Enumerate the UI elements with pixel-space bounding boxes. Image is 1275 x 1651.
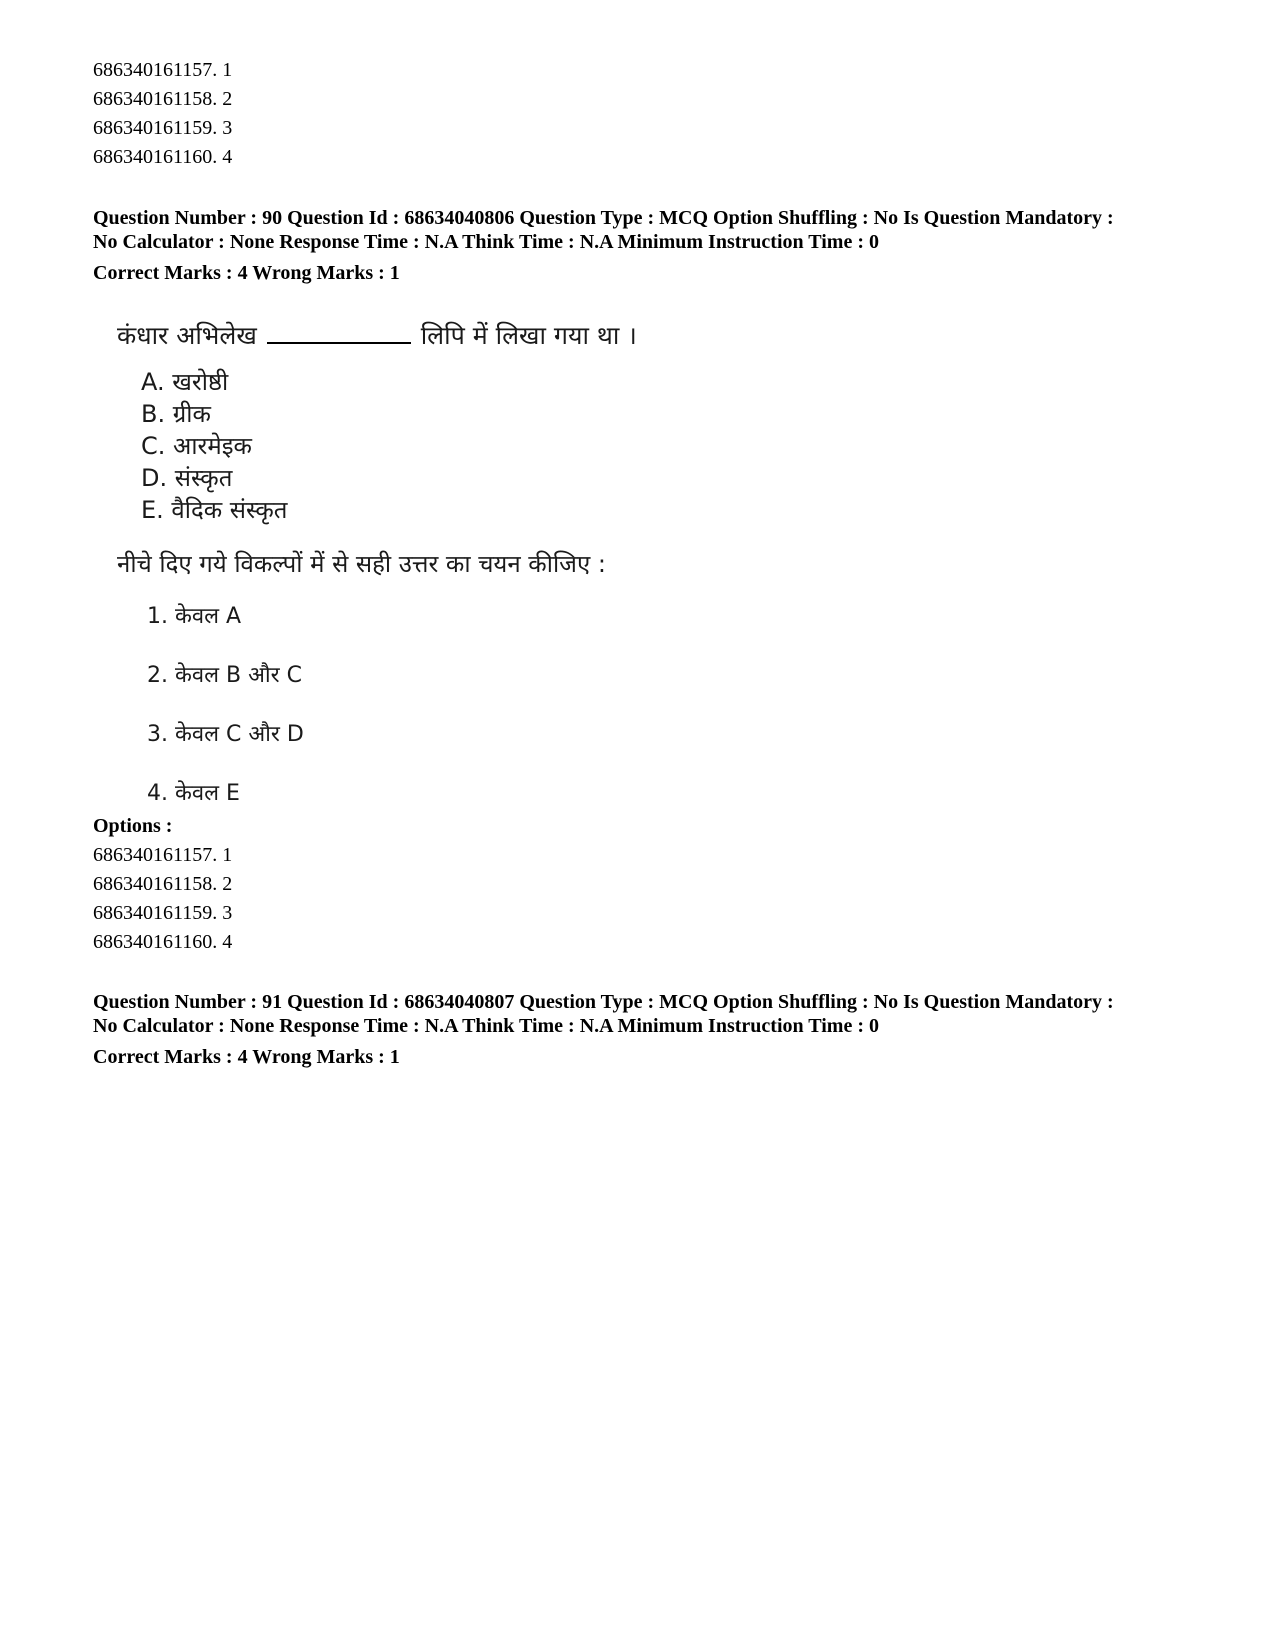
stem-text-before: कंधार अभिलेख	[117, 321, 257, 350]
statement-item: A. खरोष्ठी	[141, 368, 229, 396]
option-line: 686340161158. 2	[93, 873, 233, 895]
answer-choice: 1. केवल A	[147, 604, 242, 629]
statement-item: B. ग्रीक	[141, 400, 211, 428]
question-stem	[117, 318, 637, 354]
question-meta-line-2: No Calculator : None Response Time : N.A Think Time : N.A Minimum Instruction Time : 0	[93, 231, 879, 253]
answer-choice: 3. केवल C और D	[147, 722, 304, 747]
option-line: 686340161160. 4	[93, 931, 233, 953]
question-marks: Correct Marks : 4 Wrong Marks : 1	[93, 1046, 400, 1068]
option-line: 686340161158. 2	[93, 88, 233, 110]
statement-item: D. संस्कृत	[141, 464, 233, 492]
option-line: 686340161157. 1	[93, 59, 233, 81]
question-90-header	[93, 206, 1213, 286]
statement-list	[141, 366, 637, 526]
question-90-content	[117, 318, 637, 838]
option-line: 686340161160. 4	[93, 146, 233, 168]
previous-question-options	[93, 56, 1213, 172]
question-meta-line-1: Question Number : 91 Question Id : 68634040807 Question Type : MCQ Option Shuffling : No Is Question Mandatory :	[93, 991, 1114, 1013]
question-meta-line-1: Question Number : 90 Question Id : 68634040806 Question Type : MCQ Option Shuffling : No Is Question Mandatory :	[93, 207, 1114, 229]
question-91-header	[93, 990, 1213, 1070]
option-line: 686340161157. 1	[93, 844, 233, 866]
answer-choice: 2. केवल B और C	[147, 663, 302, 688]
question-marks: Correct Marks : 4 Wrong Marks : 1	[93, 262, 400, 284]
answer-choice-list	[147, 602, 637, 838]
answer-choice: 4. केवल E	[147, 781, 240, 806]
statement-item: C. आरमेइक	[141, 432, 252, 460]
question-90-options	[93, 812, 1213, 957]
fill-in-blank	[267, 320, 411, 344]
question-instruction: नीचे दिए गये विकल्पों में से सही उत्तर का चयन कीजिए :	[117, 550, 606, 578]
option-line: 686340161159. 3	[93, 902, 233, 924]
question-meta-line-2: No Calculator : None Response Time : N.A Think Time : N.A Minimum Instruction Time : 0	[93, 1015, 879, 1037]
option-line: 686340161159. 3	[93, 117, 233, 139]
statement-item: E. वैदिक संस्कृत	[141, 496, 288, 524]
options-label: Options :	[93, 815, 173, 837]
stem-text-after: लिपि में लिखा गया था ।	[420, 321, 637, 350]
